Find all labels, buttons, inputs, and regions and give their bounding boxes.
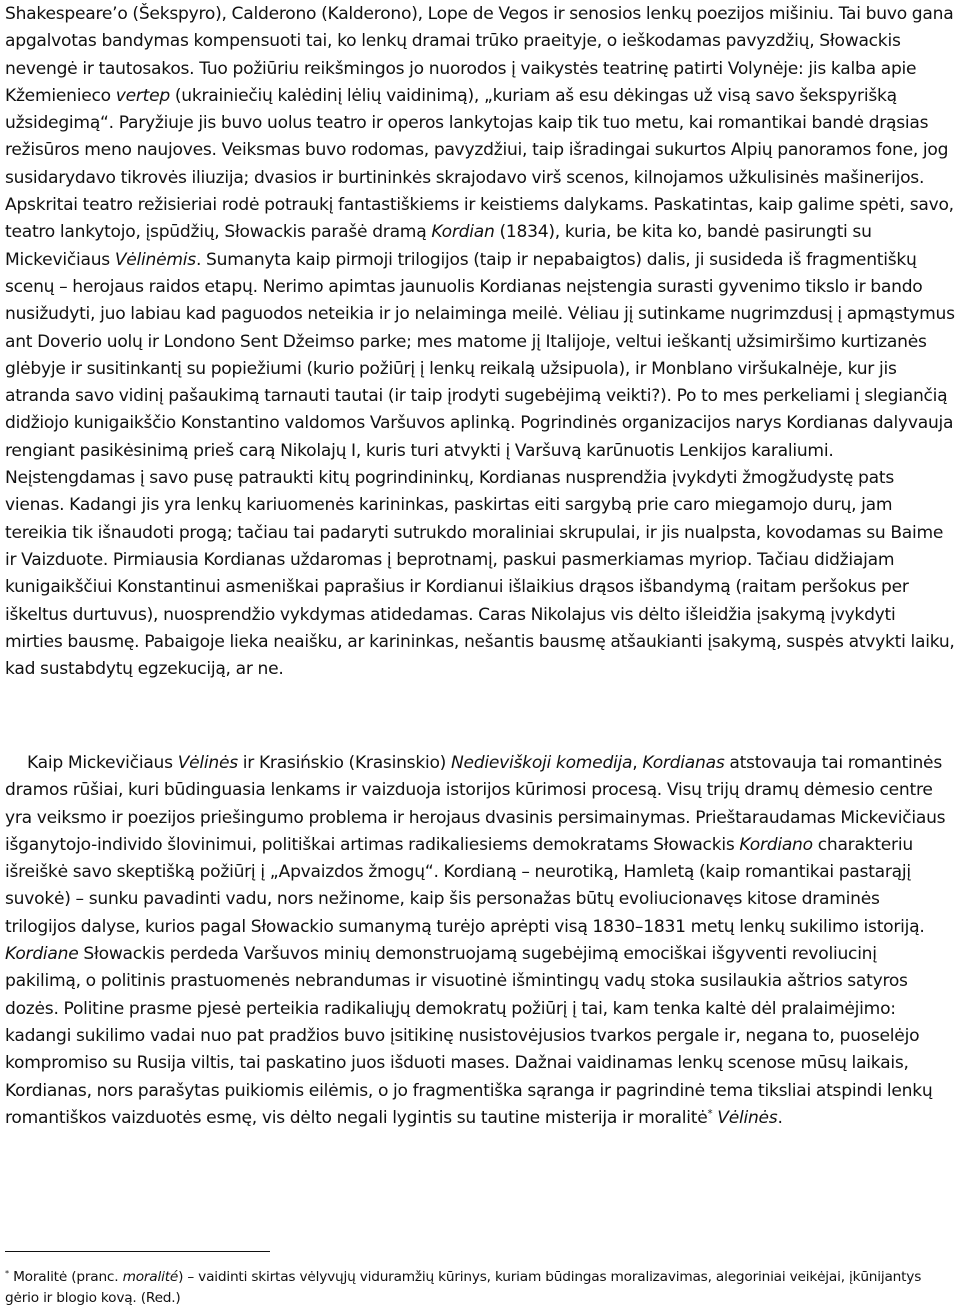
body-paragraph [5, 1, 955, 683]
text-run: Moralitė (pranc. [8, 1269, 123, 1285]
italic-text: Nedieviškoji komedija [450, 753, 633, 773]
text-run: Shakespeare’o (Šekspyro), Calderono (Kalderono), Lope de Vegos ir senosios lenkų poezijos mišiniu. Tai buvo gana apgalvotas bandymas kompensuoti tai, ko lenkų dramai trūko praeityje, o ieškodamas pavyzdžių, Słowackis nevengė ir tautosakos. Tuo požiūriu reikšmingos jo nuorodos į vaikystės teatrinę patirti Volynėje: jis kalba apie Kžemienieco [5, 4, 954, 106]
body-paragraph [5, 750, 955, 1132]
text-run: . Sumanyta kaip pirmoji trilogijos (taip ir nepabaigtos) dalis, ji susideda iš fragmentiškų scenų – herojaus raidos etapų. Nerimo apimtas jaunuolis Kordianas neįstengia surasti gyvenimo tikslo ir bando nusižudyti, juo labiau kad paguodos neteikia ir jo nelaiminga meilė. Vėliau jį sutinkame nugrimzdusį į apmąstymus ant Doverio uolų ir Londono Sent Džeimso parke; mes matome jį Italijoje, veltui ieškantį užsimiršimo kurtizanės glėbyje ir susitinkantį su popiežiumi (kurio požiūrį į lenkų reikalą užsipuola), ir Monblano viršukalnėje, kur jis atranda savo vidinį pašaukimą tarnauti tautai (ir taip įrodyti sugebėjimą veikti?). Po to mes perkeliami į slegiančią didžiojo kunigaikščio Konstantino valdomos Varšuvos aplinką. Pogrindinės organizacijos narys Kordianas dalyvauja rengiant pasikėsinimą prieš carą Nikolajų I, kuris turi atvykti į Varšuvą karūnuotis Lenkijos karaliumi. Neįstengdamas į savo pusę patraukti kitų pogrindininkų, Kordianas nusprendžia įvykdyti žmogžudystę pats vienas. Kadangi jis yra lenkų kariuomenės karininkas, paskirtas eiti sargybą prie caro miegamojo durų, jam tereikia tik išnaudoti progą; tačiau tai padaryti sutrukdo moraliniai skrupulai, ir jis nualpsta, kovodamas su Baime ir Vaizduote. Pirmiausia Kordianas uždaromas į beprotnamį, paskui pasmerkiamas myriop. Tačiau didžiajam kunigaikščiui Konstantinui asmeniškai paprašius ir Kordianui išlaikius drąsos išbandymą (raitam peršokus per iškeltus durtuvus), nuosprendžio vykdymas atidedamas. Caras Nikolajus vis dėlto išleidžia įsakymą įvykdyti mirties bausmę. Pabaigoje lieka neaišku, ar karininkas, nešantis bausmę atšaukianti įsakymą, suspės atvykti laiku, kad sustabdytų egzekuciją, ar ne. [5, 249, 955, 680]
footnote-marker: * [5, 1268, 9, 1279]
italic-text: Vėlinėmis [114, 249, 196, 270]
text-run: charakteriu išreiškė savo skeptišką požiūrį į „Apvaizdos žmogų“. Kordianą – neurotiką, Hamletą (kaip romantikai pastarąjį suvokė) – sunku pavadinti vadu, nors nežinome, kaip šis personažas būtų evoliucionavęs kitose draminės trilogijos dalyse, kurios pagal Słowackio sumanymą turėjo aprėpti visą 1830–1831 metų lenkų sukilimo istoriją. [5, 834, 925, 937]
italic-text: Kordian [431, 222, 495, 243]
italic-text: Kordiano [739, 834, 813, 855]
text-run: ) – vaidinti skirtas vėlyvųjų viduramžių kūrinys, kuriam būdingas moralizavimas, alegoriniai veikėjai, įkūnijantys gėrio ir blogio kovą. (Red.) [5, 1269, 922, 1306]
italic-text: moralité [122, 1269, 179, 1285]
text-run: atstovauja tai romantinės dramos rūšiai, kuri būdinguasia lenkams ir vaizduoja istorijos kūrimosi procesą. Visų trijų dramų dėmesio centre yra veiksmo ir poezijos priešingumo problema ir herojaus dvasinis persimainymas. Prieštaraudamas Mickevičiaus išganytojo-individo šlovinimui, politiškai artimas radikaliesiems demokratams Słowackis [5, 753, 946, 855]
footnote [5, 1267, 955, 1309]
text-run: ir Krasińskio (Krasinskio) [237, 753, 451, 773]
text-run: Kaip Mickevičiaus [27, 753, 178, 773]
text-run: . [777, 1107, 783, 1128]
italic-text: Kordianas [642, 753, 725, 773]
text-run: , [632, 753, 643, 773]
text-run: Słowackis perdeda Varšuvos minių demonstruojamą sugebėjimą emociškai išgyventi revoliucinį pakilimą, o politinis prastuomenės nebrandumas ir visuotinė išmintingų vadų stoka susilaukia aštrios satyros dozės. Politine prasme pjesė perteikia radikaliųjų demokratų požiūrį į tai, kam tenka kaltė dėl pralaimėjimo: kadangi sukilimo vadai nuo pat pradžios buvo įsitikinę nusistovėjusios tvarkos pergale ir, negana to, puoselėjo kompromiso su Rusija viltis, tai paskatino juos išduoti mases. Dažnai vaidinamas lenkų scenose mūsų laikais, Kordianas, nors parašytas puikiomis eilėmis, o jo fragmentiška sąranga ir pagrindinė tema tiksliai atspindi lenkų romantiškos vaizduotės esmę, vis dėlto negali lygintis su tautine misterija ir moralitė [5, 944, 933, 1128]
footnote-marker: * [707, 1107, 713, 1120]
italic-text: vertep [115, 85, 170, 106]
italic-text: Kordiane [5, 944, 79, 965]
footnote-separator [5, 1251, 270, 1252]
italic-text: Vėlinės [177, 753, 238, 773]
italic-text: Vėlinės [717, 1107, 778, 1128]
text-run: (1834), kuria, be kita ko, bandė pasirungti su Mickevičiaus [5, 222, 872, 270]
text-run: (ukrainiečių kalėdinį lėlių vaidinimą), „kuriam aš esu dėkingas už visą savo šekspyrišką užsidegimą“. Paryžiuje jis buvo uolus teatro ir operos lankytojas kaip tik tuo metu, kai romantikai bandė drąsias režisūros meno naujoves. Veiksmas buvo rodomas, pavyzdžiui, taip išradingai sukurtos Alpių panoramos fone, jog susidarydavo tikrovės iliuzija; dvasios ir burtininkės skrajodavo virš scenos, kilnojamos užkulisinės mašinerijos. Apskritai teatro režisieriai rodė potraukį fantastiškiems ir keistiems dalykams. Paskatintas, kaip galime spėti, savo, teatro lankytojo, įspūdžių, Słowackis parašė dramą [5, 85, 954, 243]
